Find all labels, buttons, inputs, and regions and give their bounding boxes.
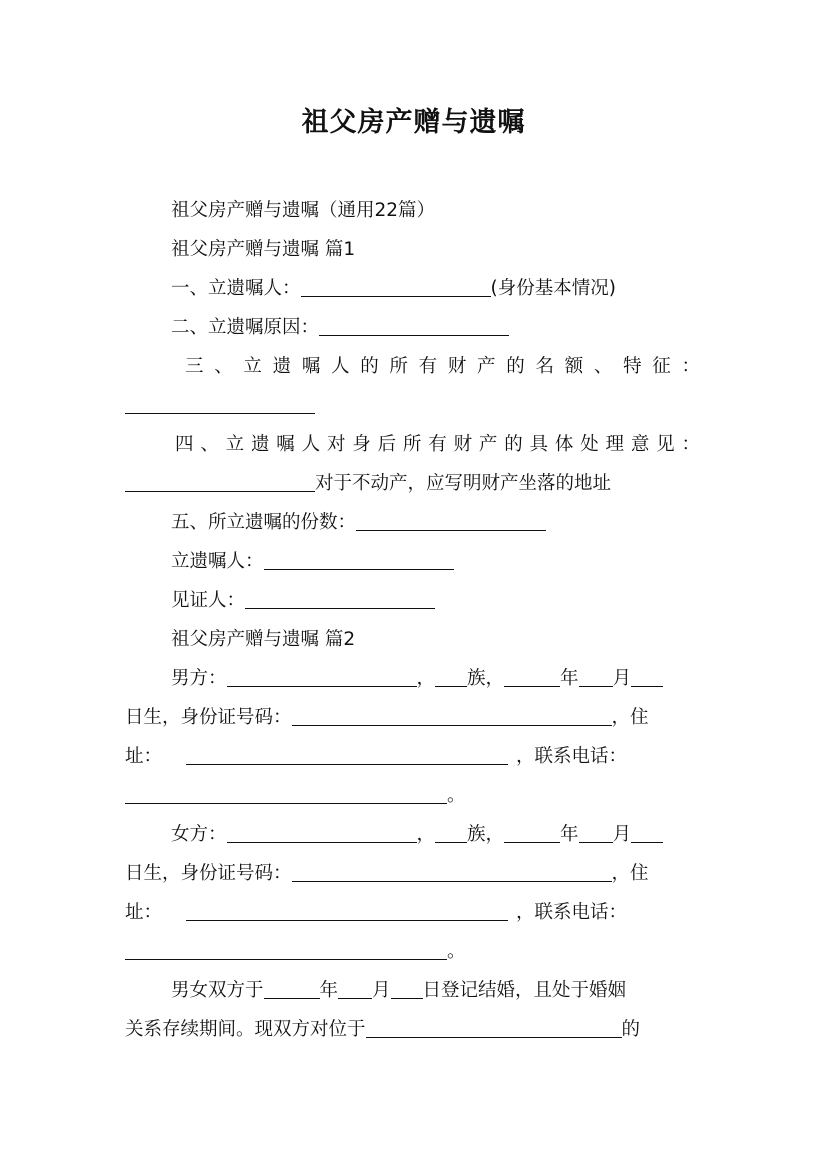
- phone-label: ，联系电话：: [516, 746, 628, 767]
- blank-field: [245, 590, 435, 609]
- address-label: 址：: [125, 902, 163, 923]
- blank-field: [338, 980, 372, 999]
- month-label: 月: [612, 824, 632, 845]
- marriage-end: 的: [621, 1019, 641, 1040]
- item5-label: 五、所立遗嘱的份数：: [171, 512, 357, 533]
- blank-field: [292, 707, 612, 726]
- blank-field: [301, 278, 491, 297]
- address-lead: ，住: [611, 707, 649, 728]
- blank-field: [579, 824, 613, 843]
- blank-field: [227, 668, 417, 687]
- intro-line: 祖父房产赠与遗嘱（通用22篇）: [171, 200, 436, 221]
- ethnic-label: 族，: [467, 668, 505, 689]
- period: 。: [447, 941, 466, 962]
- address-label: 址：: [125, 746, 163, 767]
- section1-heading: 祖父房产赠与遗嘱 篇1: [171, 239, 356, 260]
- blank-field: [264, 980, 320, 999]
- blank-field: [504, 824, 560, 843]
- male-line-1: [171, 667, 663, 691]
- testator-line: [171, 550, 454, 574]
- address-lead: ，住: [611, 863, 649, 884]
- male-line-3: [125, 745, 627, 769]
- blank-field: [125, 395, 315, 414]
- comma: ，: [416, 824, 436, 845]
- marriage-text: 日登记结婚，且处于婚姻: [422, 980, 627, 1001]
- blank-field: [435, 668, 467, 687]
- testator-label: 立遗嘱人：: [171, 551, 264, 572]
- document-title: 祖父房产赠与遗嘱: [301, 107, 526, 138]
- marriage-line-2: [125, 1018, 640, 1042]
- female-line-3: [125, 901, 627, 925]
- period: 。: [447, 785, 466, 806]
- female-label: 女方：: [171, 824, 227, 845]
- blank-field: [319, 317, 509, 336]
- blank-field: [391, 980, 423, 999]
- item1-suffix: (身份基本情况): [490, 278, 616, 299]
- witness-line: [171, 589, 435, 613]
- blank-field: [227, 824, 417, 843]
- item4-suffix: 对于不动产，应写明财产坐落的地址: [315, 473, 612, 494]
- year-label: 年: [560, 668, 579, 689]
- item3-line: 三、立遗嘱人的所有财产的名额、特征：: [185, 356, 700, 377]
- item2-line: [171, 316, 509, 340]
- birth-id-label: 日生，身份证号码：: [125, 707, 292, 728]
- comma: ，: [416, 668, 436, 689]
- item4-line: 四、立遗嘱人对身后所有财产的具体处理意见：: [175, 434, 700, 455]
- item4-blank-line: [125, 472, 611, 496]
- blank-field: [292, 863, 612, 882]
- year-label: 年: [560, 824, 579, 845]
- blank-field: [125, 785, 447, 804]
- blank-field: [504, 668, 560, 687]
- blank-field: [579, 668, 613, 687]
- blank-field: [186, 902, 508, 921]
- blank-field: [125, 941, 447, 960]
- male-line-4: [125, 784, 466, 808]
- month-label: 月: [372, 980, 391, 1001]
- section2-heading: 祖父房产赠与遗嘱 篇2: [171, 629, 356, 650]
- marriage-text-2: 关系存续期间。现双方对位于: [125, 1019, 366, 1040]
- item5-line: [171, 511, 546, 535]
- item3-blank-line: [125, 394, 315, 418]
- female-line-4: [125, 940, 466, 964]
- marriage-line-1: [171, 979, 626, 1003]
- item1-line: [171, 277, 616, 301]
- blank-field: [125, 473, 315, 492]
- witness-label: 见证人：: [171, 590, 246, 611]
- blank-field: [366, 1019, 622, 1038]
- item1-label: 一、立遗嘱人：: [171, 278, 301, 299]
- blank-field: [356, 512, 546, 531]
- birth-id-label: 日生，身份证号码：: [125, 863, 292, 884]
- male-line-2: [125, 706, 649, 730]
- year-label: 年: [319, 980, 339, 1001]
- female-line-2: [125, 862, 649, 886]
- marriage-lead: 男女双方于: [171, 980, 264, 1001]
- month-label: 月: [612, 668, 632, 689]
- blank-field: [631, 824, 663, 843]
- blank-field: [264, 551, 454, 570]
- phone-label: ，联系电话：: [516, 902, 628, 923]
- female-line-1: [171, 823, 663, 847]
- male-label: 男方：: [171, 668, 227, 689]
- item2-label: 二、立遗嘱原因：: [171, 317, 320, 338]
- blank-field: [186, 746, 508, 765]
- blank-field: [631, 668, 663, 687]
- ethnic-label: 族，: [467, 824, 505, 845]
- blank-field: [435, 824, 467, 843]
